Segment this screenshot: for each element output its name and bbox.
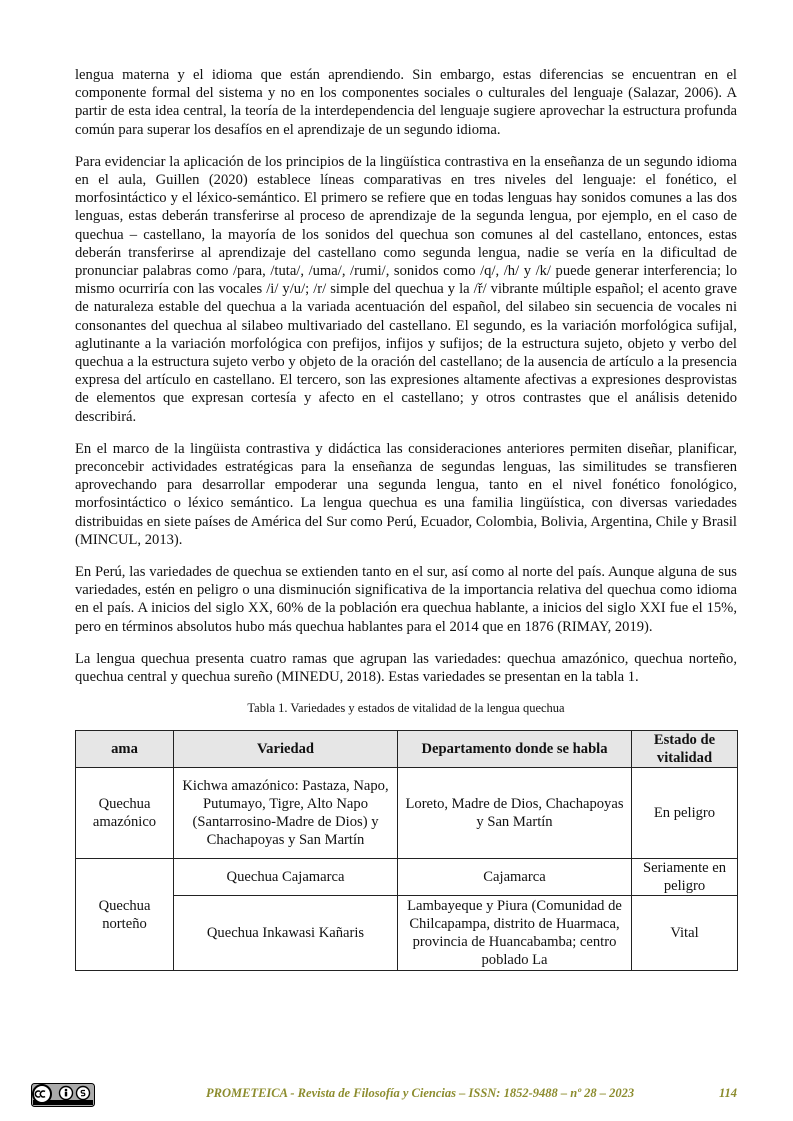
table-caption: Tabla 1. Variedades y estados de vitalidad de la lengua quechua — [247, 701, 565, 716]
cc-by-nc-icon — [31, 1083, 95, 1107]
cell-rama: Quechua amazónico — [76, 768, 174, 859]
table-row — [76, 896, 738, 971]
paragraph: En Perú, las variedades de quechua se extienden tanto en el sur, así como al norte del país. Aunque alguna de sus variedades, estén en peligro o una disminución significativa de la importancia relativa del quechua como idioma en el país. A inicios del siglo XX, 60% de la población era quechua hablante, a inicios del siglo XXI fue el 15%, pero en términos absolutos hubo más quechua hablantes para el 2014 que en 1876 (RIMAY, 2019). — [75, 564, 737, 635]
cell-rama: Quechua norteño — [76, 859, 174, 971]
header-estado: Estado de vitalidad — [632, 731, 738, 768]
paragraph: La lengua quechua presenta cuatro ramas que agrupan las variedades: quechua amazónico, quechua norteño, quechua central y quechua sureño (MINEDU, 2018). Estas variedades se presentan en la tabla 1. — [75, 650, 737, 686]
cell-estado: En peligro — [632, 768, 738, 859]
paragraph: lengua materna y el idioma que están aprendiendo. Sin embargo, estas diferencias se encuentran en el componente formal del sistema y no en los componentes sociales o culturales del lenguaje (Salazar, 2006). A partir de esta idea central, la teoría de la interdependencia del lenguaje sugiere aprovechar la estructura profunda común para superar los desafíos en el aprendizaje de un segundo idioma. — [75, 67, 737, 138]
cell-variedad: Quechua Cajamarca — [174, 859, 398, 896]
cell-departamento: Cajamarca — [398, 859, 632, 896]
table-row — [76, 768, 738, 859]
cell-estado: Vital — [632, 896, 738, 971]
page-number: 114 — [718, 1086, 737, 1100]
header-rama: ama — [76, 731, 174, 768]
cell-departamento: Lambayeque y Piura (Comunidad de Chilcapampa, distrito de Huarmaca, provincia de Huancabamba; centro poblado La — [398, 896, 632, 971]
table-row — [76, 859, 738, 896]
page-body — [75, 66, 737, 971]
cell-variedad: Kichwa amazónico: Pastaza, Napo, Putumayo, Tigre, Alto Napo (Santarrosino-Madre de Dios) y Chachapoyas y San Martín — [174, 768, 398, 859]
page-footer — [31, 1080, 737, 1110]
header-variedad: Variedad — [174, 731, 398, 768]
cell-variedad: Quechua Inkawasi Kañaris — [174, 896, 398, 971]
table-header-row — [76, 731, 738, 768]
cell-estado: Seriamente en peligro — [632, 859, 738, 896]
cell-departamento: Loreto, Madre de Dios, Chachapoyas y San Martín — [398, 768, 632, 859]
paragraph: En el marco de la lingüista contrastiva y didáctica las consideraciones anteriores permiten diseñar, planificar, preconcebir actividades estratégicas para la enseñanza de segundas lenguas, las similitudes se transfieren aprovechando para desarrollar empoderar una segunda lengua, tanto en el nivel fonético fonológico, morfosintáctico o léxico semántico. La lengua quechua es una familia lingüística, con diversas variedades distribuidas en siete países de América del Sur como Perú, Ecuador, Colombia, Bolivia, Argentina, Chile y Brasil (MINCUL, 2013). — [75, 440, 737, 548]
paragraph: Para evidenciar la aplicación de los principios de la lingüística contrastiva en la enseñanza de un segundo idioma en el aula, Guillen (2020) establece líneas comparativas en tres niveles del lenguaje: el fonético, el morfosintáctico y el léxico-semántico. El primero se refiere que en todas lenguas hay sonidos comunes a las dos lenguas, estas deberán transferirse al proceso de aprendizaje de la segunda lengua, por ejemplo, en el caso de quechua – castellano, la mayoría de los sonidos del quechua son comunes al del castellano, entonces, estas deberán transferirse al aprendizaje del castellano como segunda lengua, nadie se vería en la dificultad de pronunciar palabras como /para, /tuta/, /uma/, /rumi/, sonidos como /q/, /h/ y /k/ puede generar interferencia; lo mismo ocurriría con las vocales /i/ y/u/; /r/ simple del quechua y la /ř/ vibrante múltiple español; el acento grave de naturaleza estable del quechua a la variada acentuación del español, del silabeo sin secuencia de vocales ni consonantes del quechua al silabeo multivariado del castellano. El segundo, es la variación morfológica sufijal, aglutinante a la variación morfológica con prefijos, infijos y sufijos; de la estructura sujeto, objeto y verbo del quechua a la estructura sujeto verbo y objeto de la oración del castellano; de la ausencia de artículo a la presencia expresa del artículo en castellano. El tercero, son las expresiones altamente afectivas a expresiones desprovistas de elementos que expresan cortesía y afecto en el castellano; y otros contrastes que el análisis detenido describirá. — [75, 153, 737, 425]
header-departamento: Departamento donde se habla — [398, 731, 632, 768]
vitality-table — [75, 730, 738, 971]
journal-citation: PROMETEICA - Revista de Filosofía y Ciencias – ISSN: 1852-9488 – nº 28 – 2023 — [206, 1086, 635, 1100]
